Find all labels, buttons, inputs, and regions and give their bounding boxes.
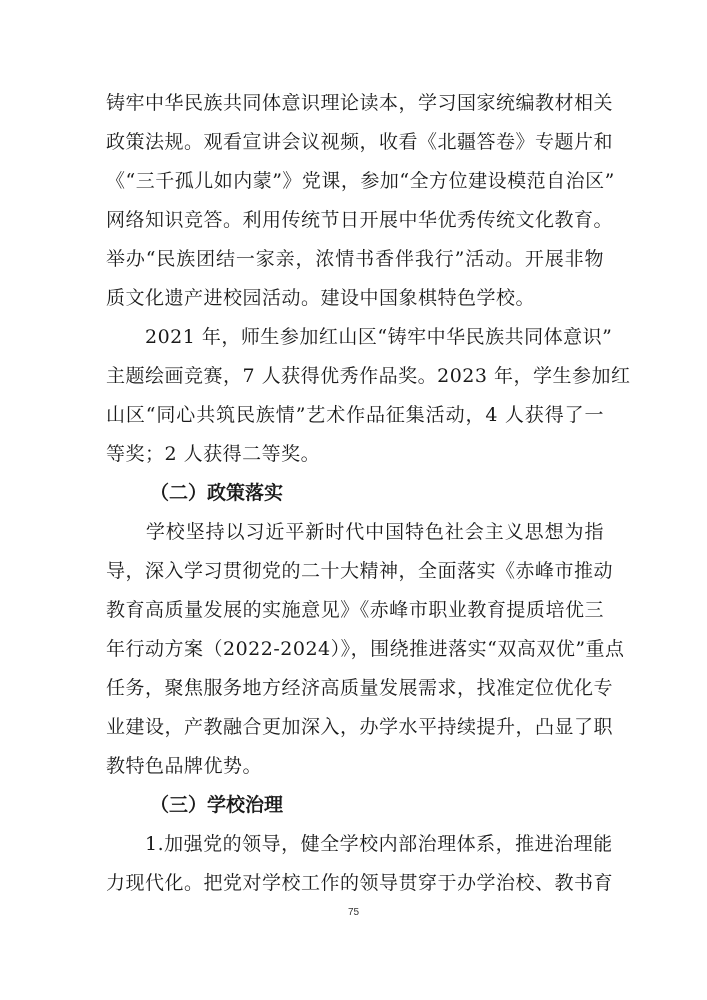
section-heading-policy: （二）政策落实 xyxy=(150,482,284,504)
paragraph-4 xyxy=(106,825,614,903)
paragraph-3 xyxy=(106,513,625,786)
page-content xyxy=(106,84,631,903)
text-line: 力现代化。把党对学校工作的领导贯穿于办学治校、教书育 xyxy=(106,872,614,894)
text-line: 网络知识竞答。利用传统节日开展中华优秀传统文化教育。 xyxy=(106,209,614,231)
text-line: 学校坚持以习近平新时代中国特色社会主义思想为指 xyxy=(106,521,604,543)
section-heading-governance: （三）学校治理 xyxy=(150,794,284,816)
paragraph-2 xyxy=(106,318,631,474)
text-line: 1.加强党的领导，健全学校内部治理体系，推进治理能 xyxy=(106,833,613,855)
text-line: 质文化遗产进校园活动。建设中国象棋特色学校。 xyxy=(106,287,536,309)
text-line: 铸牢中华民族共同体意识理论读本，学习国家统编教材相关 xyxy=(106,92,614,114)
text-line: 教育高质量发展的实施意见》《赤峰市职业教育提质培优三 xyxy=(106,599,604,621)
text-line: 等奖；2 人获得二等奖。 xyxy=(106,443,321,465)
text-line: 任务，聚焦服务地方经济高质量发展需求，找准定位优化专 xyxy=(106,677,614,699)
page-number: 75 xyxy=(347,907,360,918)
text-line: 山区“同心共筑民族情”艺术作品征集活动，4 人获得了一 xyxy=(106,404,604,426)
text-line: 主题绘画竞赛，7 人获得优秀作品奖。2023 年，学生参加红 xyxy=(106,365,631,387)
text-line: 年行动方案（2022-2024）》，围绕推进落实“双高双优”重点 xyxy=(106,638,625,660)
paragraph-1 xyxy=(106,84,615,318)
text-line: 2021 年，师生参加红山区“铸牢中华民族共同体意识” xyxy=(106,326,613,348)
text-line: 业建设，产教融合更加深入，办学水平持续提升，凸显了职 xyxy=(106,716,614,738)
text-line: 导，深入学习贯彻党的二十大精神，全面落实《赤峰市推动 xyxy=(106,560,614,582)
text-line: 举办“民族团结一家亲，浓情书香伴我行”活动。开展非物 xyxy=(106,248,604,270)
text-line: 政策法规。观看宣讲会议视频，收看《北疆答卷》专题片和 xyxy=(106,131,614,153)
text-line: 《“三千孤儿如内蒙”》党课，参加“全方位建设模范自治区” xyxy=(106,170,615,192)
text-line: 教特色品牌优势。 xyxy=(106,755,263,777)
